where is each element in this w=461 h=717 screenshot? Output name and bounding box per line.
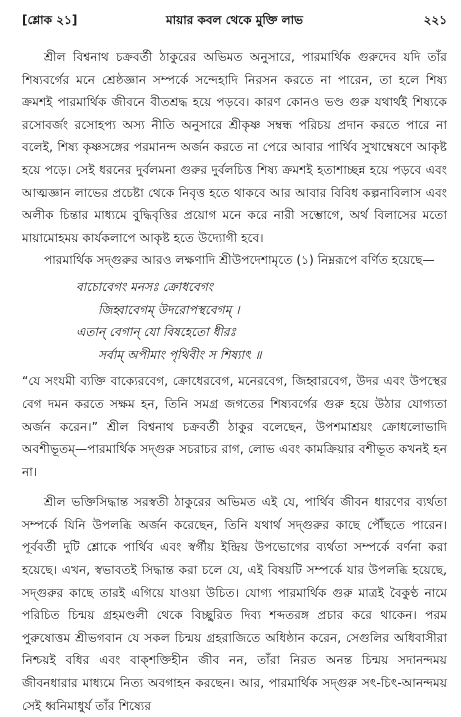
verse-line-1: বাচোবেগং মনসঃ ক্রোধবেগং <box>76 279 213 294</box>
verse-reference: [শ্লোক ২১] <box>22 13 78 27</box>
verse-line-2: জিহ্বাবেগম্ উদরোপস্থবেগম্ । <box>98 302 240 317</box>
paragraph-1: শ্রীল বিশ্বনাথ চক্রবর্তী ঠাকুরের অভিমত অনুসারে, পারমার্থিক গুরুদেব যদি তাঁর শিষ্যবর্গের মনে শ্রেষ্ঠজ্ঞান সম্পর্কে সন্দেহাদি নিরসন করতে না পারেন, তা হলে শিষ্য ক্রমশই পারমার্থিক জীবনে বীতশ্রদ্ধ হয়ে পড়বে। কারণ কোনও ভণ্ড গুরু যথার্থই শিষ্যকে রসোবর্জং রসোহপ্য অস্য নীতি অনুসারে শ্রীকৃষ্ণ সম্বন্ধ পরিচয় প্রদান করতে পারে না বলেই, শিষ্য কৃষ্ণসঙ্গের পরমানন্দ অর্জন করতে না পেরে আবার পার্থিব সুখাম্বেষণে আকৃষ্ট হয়ে পড়ে। সেই ধরনের দুর্বলমনা গুরুর দুর্বলচিত্ত শিষ্য ক্রমশই হতাশাচ্ছন্ন হয়ে পড়বে এবং আত্মজ্ঞান লাভের প্রচেষ্টা থেকে নিবৃত্ত হতে থাকবে আর আবার বিবিধ কল্পনাবিলাস এবং অলীক চিন্তার মাধ্যমে বুদ্ধিবৃত্তির প্রয়োগ মনে করে নারী সম্ভোগে, অর্থ বিলাসের মতো মায়ামোহময় কার্যকলাপে আকৃষ্ট হতে উদ্যোগী হবে। <box>22 50 447 245</box>
page-number: ২২১ <box>423 13 447 27</box>
verse-line-3: এতান্ বেগান্ যো বিষহেতো ধীরঃ <box>76 325 237 340</box>
running-header <box>22 12 447 30</box>
chapter-title: মায়ার কবল থেকে মুক্তি লাভ <box>166 13 303 27</box>
paragraph-3: “যে সংযমী ব্যক্তি বাক্যেরবেগ, ক্রোধেরবেগ, মনেরবেগ, জিহ্বারবেগ, উদর এবং উপস্থের বেগ দমন করতে সক্ষম হন, তিনি সমগ্র জগতের শিষ্যবর্গের গুরু হয়ে উঠার যোগ্যতা অর্জন করেন।” শ্রীল বিশ্বনাথ চক্রবর্তী ঠাকুর বলেছেন, উপশমাশ্রয়ং ক্রোধলোভাদি অবশীভূতম্—পারমার্থিক সদ্গুরু সচরাচর রাগ, লোভ এবং কামক্রিয়ার বশীভূত কখনই হন না। <box>22 374 447 479</box>
page-body <box>22 46 447 717</box>
sanskrit-verse <box>76 276 447 366</box>
paragraph-4: শ্রীল ভক্তিসিদ্ধান্ত সরস্বতী ঠাকুরের অভিমত এই যে, পার্থিব জীবন ধারণের ব্যর্থতা সম্পর্কে যিনি উপলব্ধি অর্জন করেছেন, তিনি যথার্থ সদ্গুরুর কাছে পৌঁছতে পারেন। পূর্ববর্তী দুটি শ্লোকে পার্থিব এবং স্বর্গীয় ইন্দ্রিয় উপভোগের ব্যর্থতা সম্পর্কে বর্ণনা করা হয়েছে। এখন, স্বভাবতই সিদ্ধান্ত করা চলে যে, এই বিষয়টি সম্পর্কে যার উপলব্ধি হয়েছে, সদ্গুরুর কাছে তারই এগিয়ে যাওয়া উচিত। যোগ্য পারমার্থিক গুরু মাত্রই বৈকুণ্ঠ নামে পরিচিত চিন্ময় গ্রহমণ্ডলী থেকে বিচ্ছুরিত দিব্য শব্দতরঙ্গ প্রচার করে থাকেন। পরম পুরুষোত্তম শ্রীভগবান যে সকল চিন্ময় গ্রহরাজিতে অধিষ্ঠান করেন, সেগুলির অধিবাসীরা নিশ্চয়ই বধির এবং বাক্শক্তিহীন জীব নন, তাঁরা নিরত অনন্ত চিন্ময় সদানন্দময় জীবনধারার মাধ্যমে নিত্য অবগাহন করছেন। আর, পারমার্থিক সদ্গুরু সৎ-চিৎ-আনন্দময় সেই ধ্বনিমাধুর্য তাঁর শিষ্যের <box>22 495 447 713</box>
paragraph-2: পারমার্থিক সদ্গুরুর আরও লক্ষণাদি শ্রীউপদেশামৃতে (১) নিম্নরূপে বর্ণিত হয়েছে— <box>44 253 435 268</box>
verse-line-4: সর্বাম্ অপীমাং পৃথিবীং স শিষ্যাৎ ॥ <box>98 347 262 362</box>
